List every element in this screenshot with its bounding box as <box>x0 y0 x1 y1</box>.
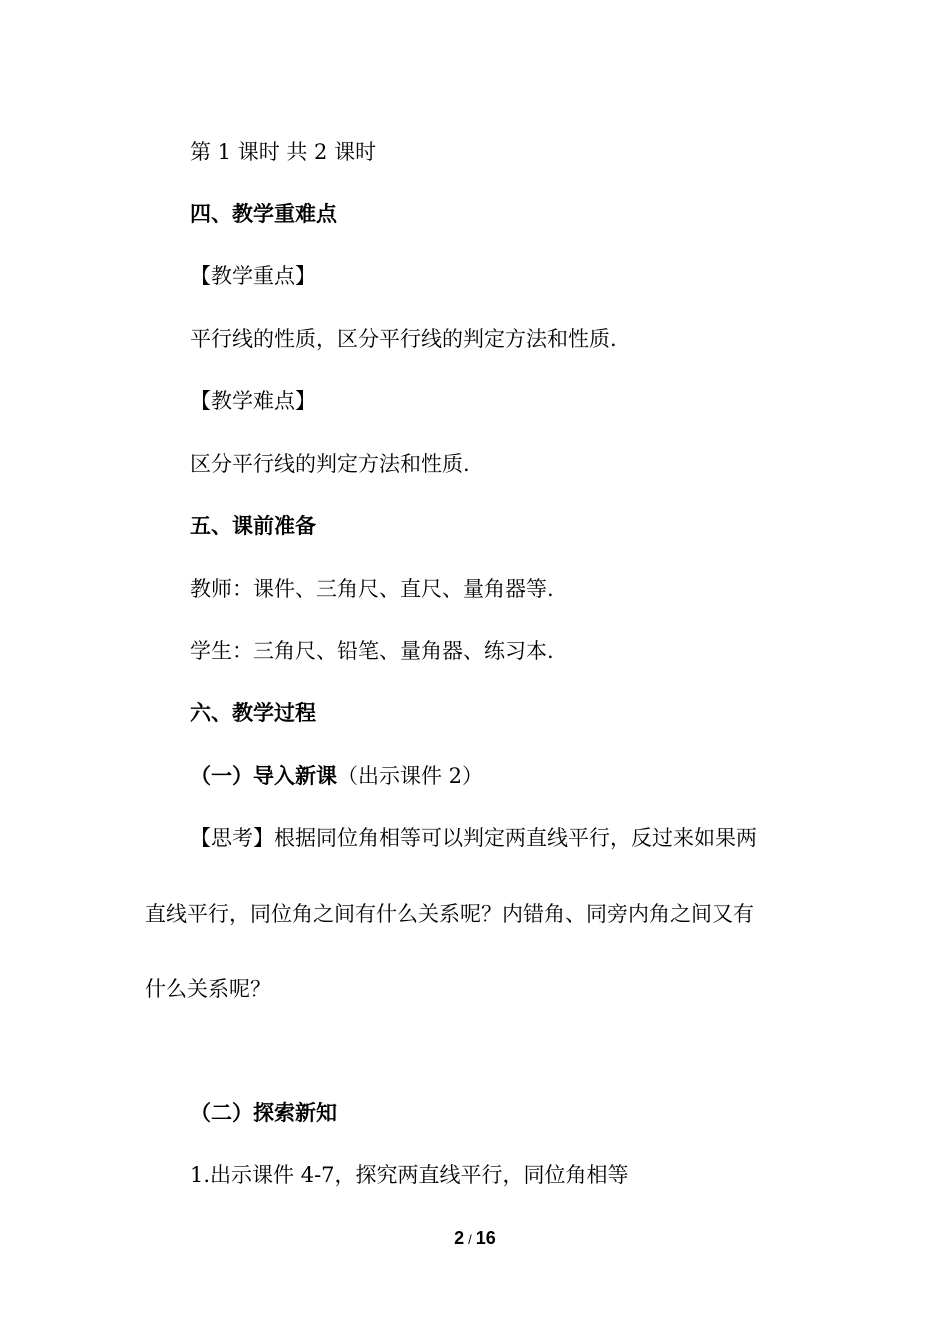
think-paragraph-line-2: 直线平行，同位角之间有什么关系呢？内错角、同旁内角之间又有 <box>145 902 754 926</box>
subsection-intro-title: （一）导入新课 <box>190 764 337 788</box>
subsection-intro <box>190 762 483 790</box>
page-total: 16 <box>475 1228 496 1248</box>
teacher-materials: 教师：课件、三角尺、直尺、量角器等. <box>190 577 554 601</box>
think-paragraph-line-3: 什么关系呢？ <box>145 977 271 1001</box>
explore-item-1: 1.出示课件 4-7，探究两直线平行，同位角相等 <box>190 1163 629 1187</box>
lesson-time: 第 1 课时 共 2 课时 <box>190 140 377 164</box>
subsection-explore-title: （二）探索新知 <box>190 1101 337 1125</box>
section-heading-preparation: 五、课前准备 <box>190 514 316 538</box>
student-materials: 学生：三角尺、铅笔、量角器、练习本. <box>190 639 554 663</box>
difficult-point-label: 【教学难点】 <box>190 389 316 413</box>
subsection-intro-note: （出示课件 2） <box>337 764 484 788</box>
page-separator: / <box>468 1232 472 1247</box>
page-number <box>0 1228 950 1249</box>
difficult-point-text: 区分平行线的判定方法和性质. <box>190 452 470 476</box>
key-point-text: 平行线的性质，区分平行线的判定方法和性质. <box>190 327 617 351</box>
section-heading-process: 六、教学过程 <box>190 701 316 725</box>
section-heading-key-points: 四、教学重难点 <box>190 202 337 226</box>
page-current: 2 <box>454 1228 465 1248</box>
think-paragraph-line-1: 【思考】根据同位角相等可以判定两直线平行，反过来如果两 <box>190 826 757 850</box>
key-point-label: 【教学重点】 <box>190 264 316 288</box>
